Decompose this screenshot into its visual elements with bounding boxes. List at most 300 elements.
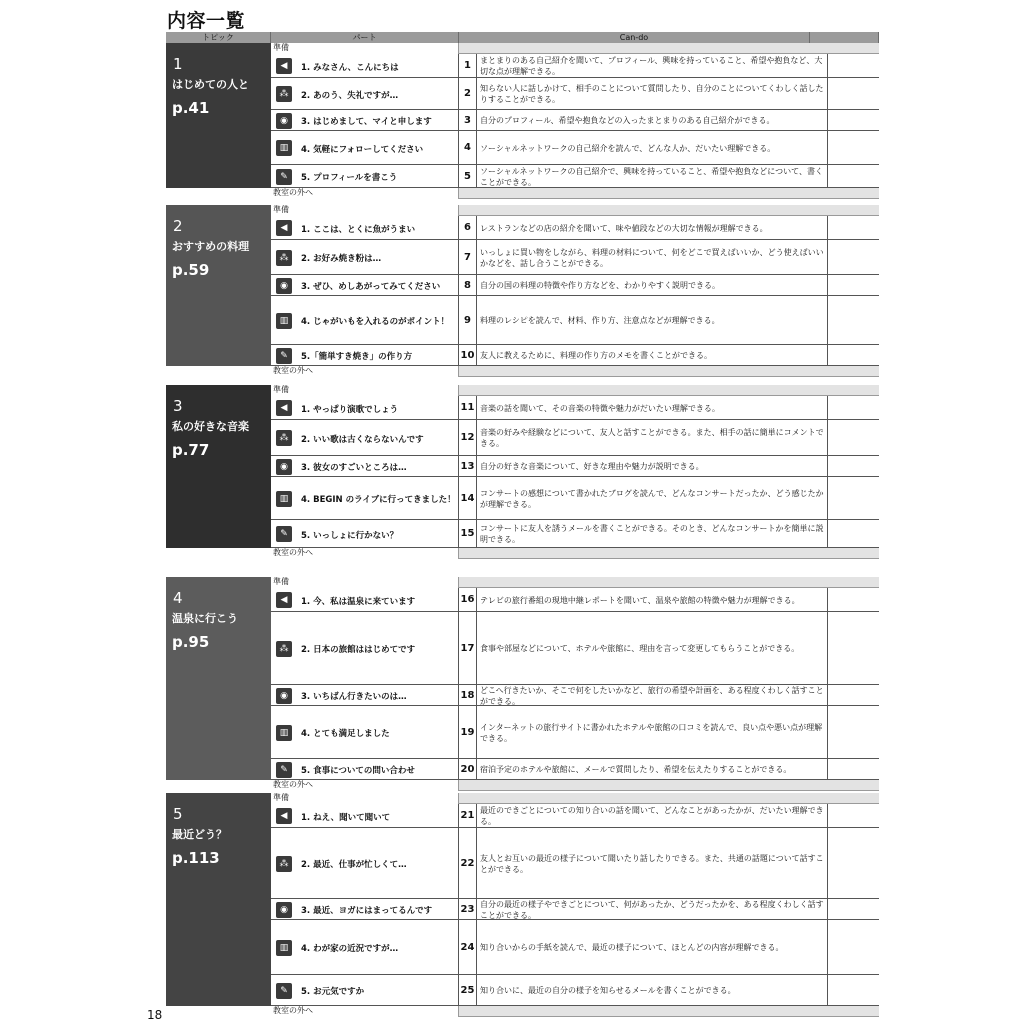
cando-cell (477, 975, 828, 1005)
cando-cell (477, 520, 828, 547)
outside-band (271, 188, 879, 199)
cando-text: 宿泊予定のホテルや旅館に、メールで質問したり、希望を伝えたりすることができる。 (480, 765, 792, 774)
part-cell (271, 520, 459, 547)
cando-text: 音楽の好みや経験などについて、友人と話すことができる。また、相手の話に簡単にコメントできる。 (480, 428, 824, 448)
cando-text: 知り合いに、最近の自分の様子を知らせるメールを書くことができる。 (480, 986, 736, 995)
outside-label: 教室の外へ (271, 1006, 459, 1017)
cando-number: 6 (464, 222, 471, 233)
conversation-icon (276, 86, 292, 102)
speech-icon-glyph: ◉ (280, 905, 288, 915)
part-cell (271, 296, 459, 344)
empty-cell (828, 612, 879, 684)
part-cell (271, 396, 459, 419)
part-title[interactable]: 1. やっぱり演歌でしょう (301, 405, 399, 415)
speech-icon-glyph: ◉ (280, 116, 288, 126)
prep-label: 準備 (271, 793, 459, 804)
cando-number-cell (459, 520, 477, 547)
cando-cell (477, 216, 828, 239)
conversation-icon-glyph: ⁂ (279, 859, 289, 869)
part-cell (271, 216, 459, 239)
part-cell (271, 54, 459, 77)
part-title[interactable]: 3. はじめまして、マイと申します (301, 117, 432, 127)
part-title[interactable]: 3. 最近、ヨガにはまってるんです (301, 906, 433, 916)
cando-number: 21 (460, 810, 475, 821)
part-cell (271, 165, 459, 187)
part-row (271, 275, 879, 296)
part-title[interactable]: 1. 今、私は温泉に来ています (301, 597, 416, 607)
cando-number-cell (459, 759, 477, 779)
part-title[interactable]: 5. いっしょに行かない？ (301, 531, 399, 541)
part-cell (271, 975, 459, 1005)
cando-number-cell (459, 588, 477, 611)
listening-icon-glyph: ◀ (280, 223, 288, 233)
cando-number: 5 (464, 171, 471, 182)
cando-number: 11 (460, 402, 475, 413)
part-title[interactable]: 5. プロフィールを書こう (301, 173, 398, 183)
part-cell (271, 78, 459, 109)
cando-number-cell (459, 396, 477, 419)
part-title[interactable]: 2. いい歌は古くならないんです (301, 435, 424, 445)
prep-band (271, 385, 879, 396)
cando-text: 食事や部屋などについて、ホテルや旅館に、理由を言って変更してもらうことができる。 (480, 644, 800, 653)
cando-number-cell (459, 275, 477, 295)
empty-cell (828, 78, 879, 109)
topic-number: 3 (173, 397, 183, 415)
cando-cell (477, 612, 828, 684)
cando-number-cell (459, 477, 477, 519)
cando-cell (477, 456, 828, 476)
cando-number-cell (459, 345, 477, 365)
part-title[interactable]: 2. お好み焼き粉は… (301, 254, 382, 264)
part-row (271, 240, 879, 275)
speech-icon (276, 113, 292, 129)
cando-number: 24 (460, 942, 475, 953)
part-cell (271, 685, 459, 705)
outside-label: 教室の外へ (271, 366, 459, 377)
outside-band-fill (459, 188, 879, 198)
cando-text: 友人とお互いの最近の様子について聞いたり話したりできる。また、共通の話題について話すことができる。 (480, 854, 824, 874)
part-row (271, 685, 879, 706)
speech-icon-glyph: ◉ (280, 281, 288, 291)
cando-cell (477, 920, 828, 974)
part-title[interactable]: 4. BEGIN のライブに行ってきました！ (301, 495, 456, 505)
writing-icon-glyph: ✎ (280, 172, 288, 182)
cando-text: 最近のできごとについての知り合いの話を聞いて、どんなことがあったかが、だいたい理解できる。 (480, 806, 824, 826)
cando-cell (477, 759, 828, 779)
writing-icon (276, 169, 292, 185)
part-title[interactable]: 3. 彼女のすごいところは… (301, 463, 407, 473)
part-cell (271, 110, 459, 130)
topic-name: 私の好きな音楽 (172, 420, 249, 433)
part-cell (271, 920, 459, 974)
part-title[interactable]: 5. お元気ですか (301, 987, 365, 997)
cando-cell (477, 345, 828, 365)
part-cell (271, 131, 459, 164)
part-title[interactable]: 5. 食事についての問い合わせ (301, 766, 415, 776)
part-row (271, 165, 879, 188)
topic-page-link[interactable]: p.59 (172, 261, 210, 279)
listening-icon-glyph: ◀ (280, 811, 288, 821)
part-row (271, 759, 879, 780)
part-title[interactable]: 2. あのう、失礼ですが… (301, 91, 399, 101)
listening-icon (276, 220, 292, 236)
cando-text: コンサートの感想について書かれたブログを読んで、どんなコンサートだったか、どう感じたかが理解できる。 (480, 489, 824, 509)
conversation-icon (276, 641, 292, 657)
cando-cell (477, 420, 828, 455)
part-title[interactable]: 1. ここは、とくに魚がうまい (301, 225, 416, 235)
part-row (271, 456, 879, 477)
empty-cell (828, 975, 879, 1005)
empty-cell (828, 456, 879, 476)
cando-number-cell (459, 828, 477, 898)
empty-cell (828, 520, 879, 547)
conversation-icon (276, 856, 292, 872)
cando-number-cell (459, 420, 477, 455)
cando-number-cell (459, 110, 477, 130)
cando-number-cell (459, 612, 477, 684)
topic-number: 5 (173, 805, 183, 823)
topic-page-link[interactable]: p.113 (172, 849, 220, 867)
cando-number-cell (459, 54, 477, 77)
writing-icon-glyph: ✎ (280, 765, 288, 775)
part-row (271, 588, 879, 612)
listening-icon (276, 58, 292, 74)
reading-icon (276, 491, 292, 507)
part-title[interactable]: 4. わが家の近況ですが… (301, 944, 399, 954)
outside-band (271, 366, 879, 377)
reading-icon-glyph: ▥ (279, 316, 289, 326)
conversation-icon (276, 430, 292, 446)
writing-icon (276, 348, 292, 364)
topic-number: 4 (173, 589, 183, 607)
empty-cell (828, 240, 879, 274)
empty-cell (828, 899, 879, 919)
cando-number-cell (459, 899, 477, 919)
topic-page-link[interactable]: p.95 (172, 633, 210, 651)
outside-band-fill (459, 548, 879, 558)
cando-number: 8 (464, 280, 471, 291)
cando-text: 自分の最近の様子やできごとについて、何があったか、どうだったかを、ある程度くわしく話すことができる。 (480, 900, 824, 920)
topic-name: はじめての人と (172, 78, 249, 91)
cando-number-cell (459, 456, 477, 476)
cando-cell (477, 396, 828, 419)
outside-band-fill (459, 780, 879, 790)
topic-page-link[interactable]: p.77 (172, 441, 210, 459)
prep-band-fill (459, 385, 879, 395)
part-cell (271, 456, 459, 476)
part-row (271, 804, 879, 828)
prep-label: 準備 (271, 385, 459, 396)
part-cell (271, 420, 459, 455)
topic-block-5 (166, 793, 271, 1006)
part-row (271, 477, 879, 520)
cando-number-cell (459, 131, 477, 164)
header-cando: Can-do (459, 32, 810, 43)
part-row (271, 920, 879, 975)
cando-number: 4 (464, 142, 471, 153)
part-row (271, 78, 879, 110)
part-title[interactable]: 4. じゃがいもを入れるのがポイント！ (301, 317, 450, 327)
cando-text: ソーシャルネットワークの自己紹介を読んで、どんな人か、だいたい理解できる。 (480, 144, 776, 153)
writing-icon-glyph: ✎ (280, 986, 288, 996)
listening-icon (276, 808, 292, 824)
empty-cell (828, 345, 879, 365)
part-cell (271, 275, 459, 295)
reading-icon-glyph: ▥ (279, 143, 289, 153)
cando-text: 料理のレシピを読んで、材料、作り方、注意点などが理解できる。 (480, 316, 720, 325)
cando-number-cell (459, 804, 477, 827)
outside-band (271, 780, 879, 791)
cando-text: 知り合いからの手紙を読んで、最近の様子について、ほとんどの内容が理解できる。 (480, 943, 784, 952)
part-row (271, 131, 879, 165)
cando-text: いっしょに買い物をしながら、料理の材料について、何をどこで買えばいいか、どう使えばいいかなどを、話し合うことができる。 (480, 248, 824, 268)
prep-band-fill (459, 205, 879, 215)
prep-band (271, 205, 879, 216)
cando-number-cell (459, 685, 477, 705)
prep-band (271, 577, 879, 588)
cando-cell (477, 588, 828, 611)
reading-icon-glyph: ▥ (279, 728, 289, 738)
part-row (271, 828, 879, 899)
cando-number: 14 (460, 493, 475, 504)
empty-cell (828, 759, 879, 779)
cando-number-cell (459, 975, 477, 1005)
cando-number: 18 (460, 690, 475, 701)
conversation-icon (276, 250, 292, 266)
reading-icon (276, 313, 292, 329)
part-title[interactable]: 2. 日本の旅館ははじめてです (301, 645, 416, 655)
part-row (271, 420, 879, 456)
cando-number: 15 (460, 528, 475, 539)
part-title[interactable]: 4. とても満足しました (301, 729, 390, 739)
cando-number-cell (459, 216, 477, 239)
header-part: パート (271, 32, 459, 43)
cando-cell (477, 899, 828, 919)
contents-table (166, 32, 879, 1015)
cando-cell (477, 828, 828, 898)
cando-number-cell (459, 296, 477, 344)
cando-number-cell (459, 78, 477, 109)
cando-number: 20 (460, 764, 475, 775)
cando-number: 2 (464, 88, 471, 99)
part-row (271, 520, 879, 548)
outside-label: 教室の外へ (271, 780, 459, 791)
listening-icon-glyph: ◀ (280, 403, 288, 413)
cando-text: 自分のプロフィール、希望や抱負などの入ったまとまりのある自己紹介ができる。 (480, 116, 775, 125)
header-blank (810, 32, 879, 43)
cando-number: 12 (460, 432, 475, 443)
cando-cell (477, 110, 828, 130)
prep-label: 準備 (271, 43, 459, 54)
part-cell (271, 759, 459, 779)
cando-number: 16 (460, 594, 475, 605)
speech-icon (276, 688, 292, 704)
cando-text: レストランなどの店の紹介を聞いて、味や値段などの大切な情報が理解できる。 (480, 224, 768, 233)
listening-icon-glyph: ◀ (280, 61, 288, 71)
empty-cell (828, 131, 879, 164)
cando-cell (477, 78, 828, 109)
cando-cell (477, 240, 828, 274)
part-cell (271, 828, 459, 898)
conversation-icon-glyph: ⁂ (279, 253, 289, 263)
cando-number: 23 (460, 904, 475, 915)
part-row (271, 296, 879, 345)
part-title[interactable]: 1. みなさん、こんにちは (301, 63, 399, 73)
outside-label: 教室の外へ (271, 548, 459, 559)
cando-number: 17 (460, 643, 475, 654)
topic-block-4 (166, 577, 271, 780)
cando-number: 13 (460, 461, 475, 472)
empty-cell (828, 216, 879, 239)
cando-number: 25 (460, 985, 475, 996)
part-title[interactable]: 2. 最近、仕事が忙しくて… (301, 860, 407, 870)
part-cell (271, 477, 459, 519)
page-number: 18 (147, 1008, 163, 1022)
topic-name: 温泉に行こう (172, 612, 238, 625)
speech-icon (276, 902, 292, 918)
conversation-icon-glyph: ⁂ (279, 433, 289, 443)
part-title[interactable]: 4. 気軽にフォローしてください (301, 145, 424, 155)
conversation-icon-glyph: ⁂ (279, 89, 289, 99)
part-cell (271, 345, 459, 365)
reading-icon (276, 940, 292, 956)
cando-number-cell (459, 240, 477, 274)
cando-text: 友人に教えるために、料理の作り方のメモを書くことができる。 (480, 351, 712, 360)
empty-cell (828, 706, 879, 758)
cando-text: インターネットの旅行サイトに書かれたホテルや旅館の口コミを読んで、良い点や悪い点が理解できる。 (480, 723, 823, 743)
part-row (271, 54, 879, 78)
cando-number: 1 (464, 60, 471, 71)
part-title[interactable]: 5.「簡単すき焼き」の作り方 (301, 352, 413, 362)
part-row (271, 706, 879, 759)
part-title[interactable]: 3. いちばん行きたいのは… (301, 692, 407, 702)
cando-number-cell (459, 920, 477, 974)
speech-icon-glyph: ◉ (280, 462, 288, 472)
part-cell (271, 240, 459, 274)
cando-number: 10 (460, 350, 475, 361)
reading-icon-glyph: ▥ (279, 494, 289, 504)
outside-band-fill (459, 366, 879, 376)
part-row (271, 216, 879, 240)
cando-number: 3 (464, 115, 471, 126)
writing-icon (276, 983, 292, 999)
part-cell (271, 804, 459, 827)
listening-icon (276, 400, 292, 416)
cando-cell (477, 131, 828, 164)
part-row (271, 110, 879, 131)
empty-cell (828, 920, 879, 974)
conversation-icon-glyph: ⁂ (279, 644, 289, 654)
empty-cell (828, 685, 879, 705)
empty-cell (828, 477, 879, 519)
part-row (271, 396, 879, 420)
prep-band-fill (459, 43, 879, 53)
cando-cell (477, 165, 828, 187)
part-cell (271, 706, 459, 758)
prep-label: 準備 (271, 577, 459, 588)
cando-cell (477, 296, 828, 344)
cando-cell (477, 706, 828, 758)
cando-number: 19 (460, 727, 475, 738)
writing-icon-glyph: ✎ (280, 351, 288, 361)
prep-band (271, 793, 879, 804)
cando-text: どこへ行きたいか、そこで何をしたいかなど、旅行の希望や計画を、ある程度くわしく話すことができる。 (480, 686, 824, 706)
cando-cell (477, 804, 828, 827)
cando-text: 自分の国の料理の特徴や作り方などを、わかりやすく説明できる。 (480, 281, 720, 290)
cando-text: 知らない人に話しかけて、相手のことについて質問したり、自分のことについてくわしく話したりすることができる。 (480, 84, 824, 104)
cando-text: コンサートに友人を誘うメールを書くことができる。そのとき、どんなコンサートかを簡単に説明できる。 (480, 524, 824, 544)
part-title[interactable]: 3. ぜひ、めしあがってみてください (301, 282, 441, 292)
part-title[interactable]: 1. ねえ、聞いて聞いて (301, 813, 391, 823)
cando-number: 9 (464, 315, 471, 326)
topic-block-2 (166, 205, 271, 366)
part-cell (271, 899, 459, 919)
cando-number-cell (459, 706, 477, 758)
reading-icon (276, 725, 292, 741)
prep-band-fill (459, 793, 879, 803)
reading-icon (276, 140, 292, 156)
outside-band (271, 548, 879, 559)
empty-cell (828, 396, 879, 419)
topic-block-3 (166, 385, 271, 548)
reading-icon-glyph: ▥ (279, 943, 289, 953)
part-cell (271, 612, 459, 684)
cando-number: 22 (460, 858, 475, 869)
cando-text: 音楽の話を聞いて、その音楽の特徴や魅力がだいたい理解できる。 (480, 404, 720, 413)
prep-label: 準備 (271, 205, 459, 216)
speech-icon-glyph: ◉ (280, 691, 288, 701)
cando-cell (477, 685, 828, 705)
topic-number: 1 (173, 55, 183, 73)
speech-icon (276, 278, 292, 294)
empty-cell (828, 275, 879, 295)
part-cell (271, 588, 459, 611)
cando-number-cell (459, 165, 477, 187)
part-row (271, 612, 879, 685)
part-row (271, 899, 879, 920)
outside-label: 教室の外へ (271, 188, 459, 199)
cando-number: 7 (464, 252, 471, 263)
cando-text: 自分の好きな音楽について、好きな理由や魅力が説明できる。 (480, 462, 704, 471)
listening-icon (276, 592, 292, 608)
cando-text: テレビの旅行番組の現地中継レポートを聞いて、温泉や旅館の特徴や魅力が理解できる。 (480, 596, 800, 605)
part-row (271, 975, 879, 1006)
part-row (271, 345, 879, 366)
page-title: 内容一覧 (167, 10, 246, 32)
cando-cell (477, 54, 828, 77)
topic-page-link[interactable]: p.41 (172, 99, 210, 117)
empty-cell (828, 54, 879, 77)
speech-icon (276, 459, 292, 475)
prep-band-fill (459, 577, 879, 587)
empty-cell (828, 420, 879, 455)
empty-cell (828, 165, 879, 187)
listening-icon-glyph: ◀ (280, 595, 288, 605)
cando-cell (477, 275, 828, 295)
empty-cell (828, 828, 879, 898)
empty-cell (828, 588, 879, 611)
prep-band (271, 43, 879, 54)
writing-icon (276, 762, 292, 778)
cando-text: ソーシャルネットワークの自己紹介で、興味を持っていること、希望や抱負などについて、書くことができる。 (480, 167, 823, 187)
cando-cell (477, 477, 828, 519)
empty-cell (828, 804, 879, 827)
topic-name: 最近どう？ (172, 828, 227, 841)
topic-name: おすすめの料理 (172, 240, 250, 253)
writing-icon (276, 526, 292, 542)
writing-icon-glyph: ✎ (280, 529, 288, 539)
empty-cell (828, 296, 879, 344)
